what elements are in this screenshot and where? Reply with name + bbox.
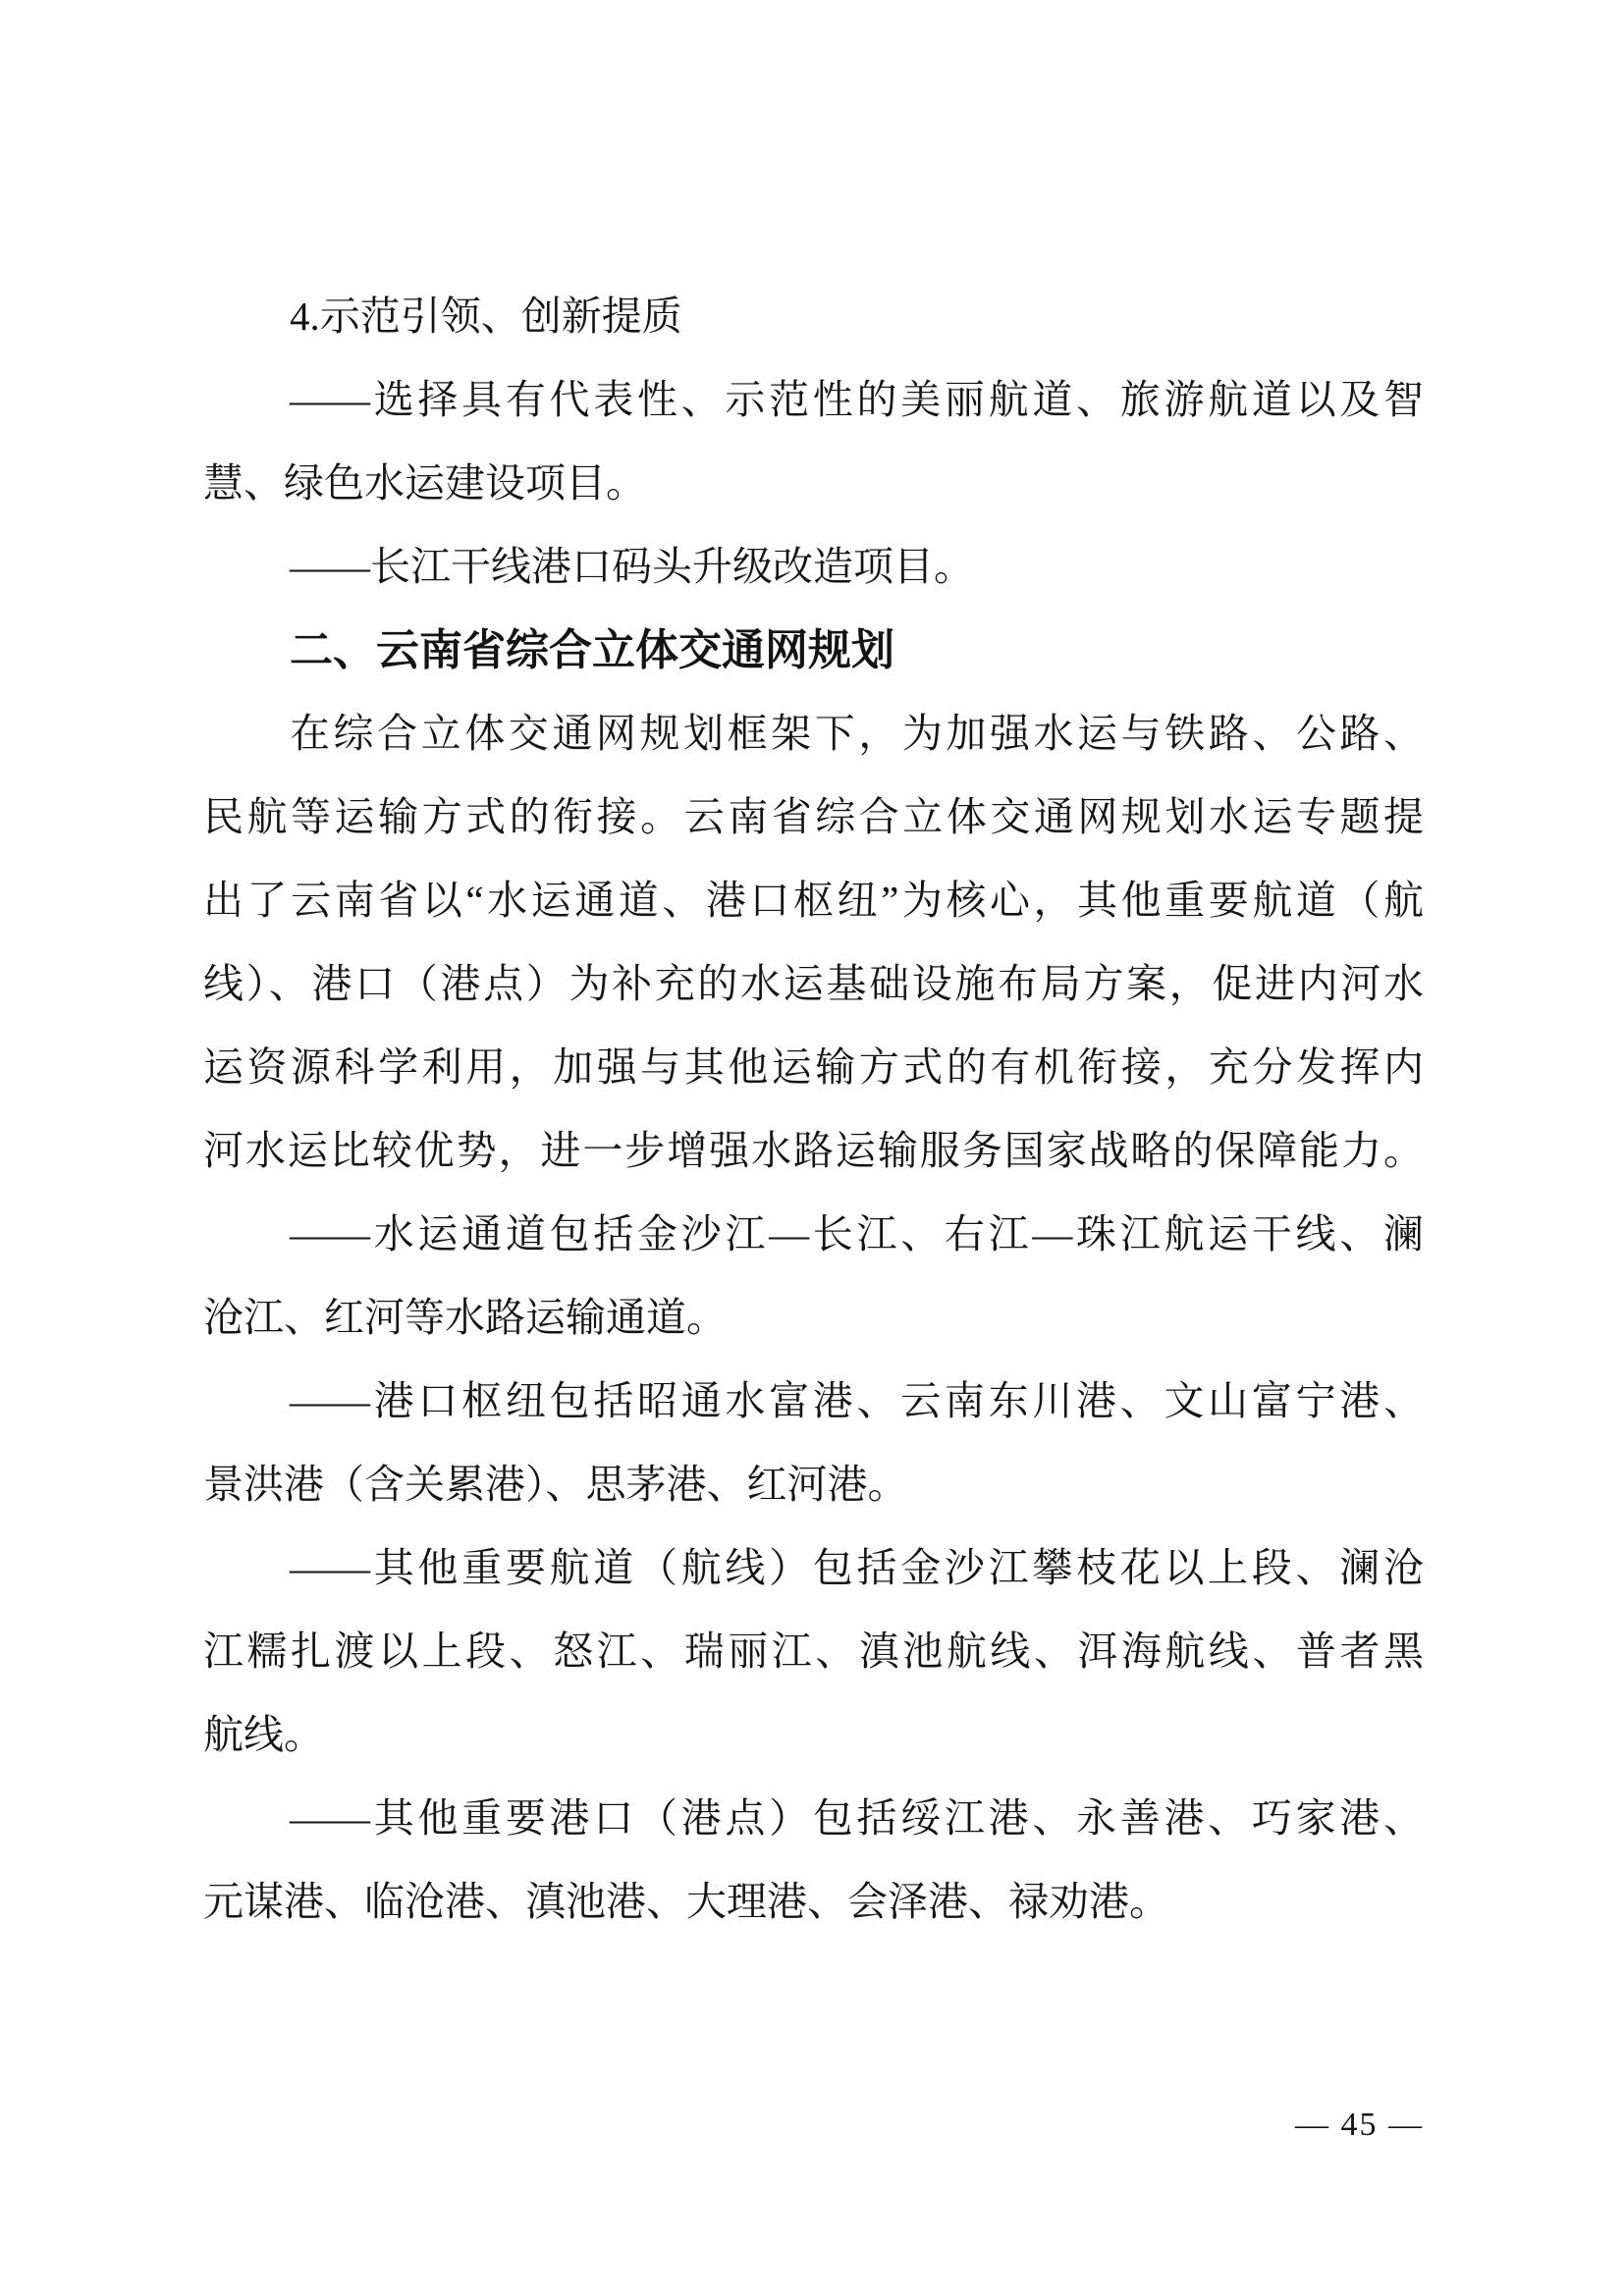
paragraph-line: 江糯扎渡以上段、怒江、瑞丽江、滇池航线、洱海航线、普者黑 (203, 1629, 1424, 1674)
paragraph-line: 在综合立体交通网规划框架下，为加强水运与铁路、公路、 (290, 711, 1424, 756)
paragraph-line: 沧江、红河等水路运输通道。 (203, 1295, 727, 1340)
dash-item-line: ——长江干线港口码头升级改造项目。 (290, 544, 974, 589)
paragraph-line: 河水运比较优势，进一步增强水路运输服务国家战略的保障能力。 (203, 1128, 1424, 1173)
dash-item-line: ——选择具有代表性、示范性的美丽航道、旅游航道以及智 (290, 377, 1424, 422)
paragraph-line: 景洪港（含关累港）、思茅港、红河港。 (203, 1462, 908, 1507)
paragraph-line: 民航等运输方式的衔接。云南省综合立体交通网规划水运专题提 (203, 794, 1424, 839)
section-heading: 二、云南省综合立体交通网规划 (290, 626, 894, 674)
paragraph-line: 航线。 (203, 1712, 324, 1757)
page-number: — 45 — (1295, 2107, 1424, 2143)
paragraph-line: 元谋港、临沧港、滇池港、大理港、会泽港、禄劝港。 (203, 1879, 1169, 1924)
numbered-subheading: 4.示范引领、创新提质 (290, 294, 682, 339)
paragraph-line: 线）、港口（港点）为补充的水运基础设施布局方案，促进内河水 (203, 961, 1424, 1006)
paragraph-line: 慧、绿色水运建设项目。 (203, 460, 646, 506)
document-body (203, 275, 1424, 1944)
dash-item-line: ——港口枢纽包括昭通水富港、云南东川港、文山富宁港、 (290, 1378, 1424, 1423)
dash-item-line: ——水运通道包括金沙江—长江、右江—珠江航运干线、澜 (290, 1211, 1424, 1256)
dash-item-line: ——其他重要航道（航线）包括金沙江攀枝花以上段、澜沧 (290, 1545, 1424, 1590)
dash-item-line: ——其他重要港口（港点）包括绥江港、永善港、巧家港、 (290, 1795, 1424, 1841)
paragraph-line: 出了云南省以“水运通道、港口枢纽”为核心，其他重要航道（航 (203, 878, 1424, 923)
paragraph-line: 运资源科学利用，加强与其他运输方式的有机衔接，充分发挥内 (203, 1044, 1424, 1090)
